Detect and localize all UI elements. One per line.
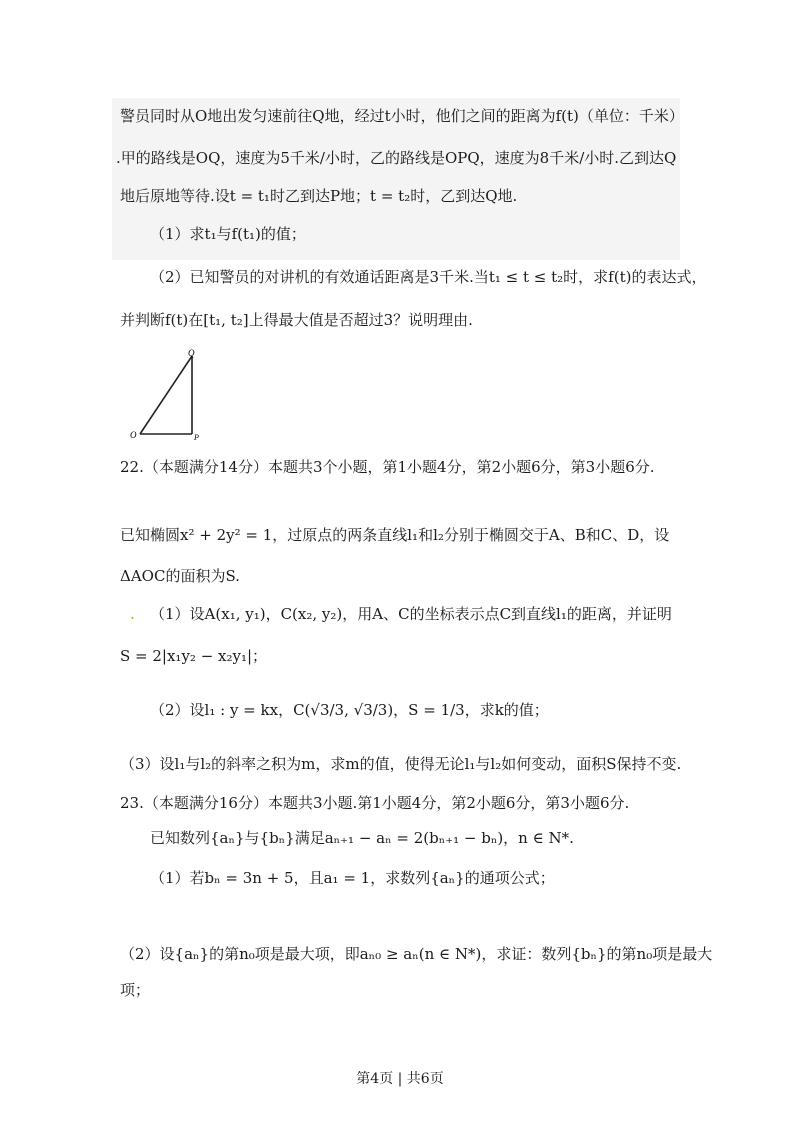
q21-part-1: （1）求t₁与f(t₁)的值； xyxy=(150,225,306,243)
q21-line-1: 警员同时从O地出发匀速前往Q地，经过t小时，他们之间的距离为f(t)（单位：千米） xyxy=(120,107,684,125)
q22-stem-1: 已知椭圆x² + 2y² = 1，过原点的两条直线l₁和l₂分别于椭圆交于A、B和C、D，设 xyxy=(120,526,670,544)
label-o: O xyxy=(130,430,137,440)
stray-dot-mark: . xyxy=(130,605,135,623)
q23-part-2b: 项； xyxy=(120,981,151,999)
q21-line-2: .甲的路线是OQ，速度为5千米/小时，乙的路线是OPQ，速度为8千米/小时.乙到达Q xyxy=(116,149,677,167)
q23-header: 23.（本题满分16分）本题共3小题.第1小题4分，第2小题6分，第3小题6分. xyxy=(120,794,630,812)
q23-stem: 已知数列{aₙ}与{bₙ}满足aₙ₊₁ − aₙ = 2(bₙ₊₁ − bₙ)，n ∈ N*. xyxy=(150,829,574,847)
q22-stem-2: ΔAOC的面积为S. xyxy=(120,567,240,585)
edge-oq xyxy=(140,356,192,434)
q23-part-1: （1）若bₙ = 3n + 5，且a₁ = 1，求数列{aₙ}的通项公式； xyxy=(150,869,555,887)
page-footer: 第4页 | 共6页 xyxy=(356,1071,444,1087)
label-p: P xyxy=(194,433,199,442)
q22-part-1b: S = 2|x₁y₂ − x₂y₁|； xyxy=(120,647,268,665)
q21-part-2a: （2）已知警员的对讲机的有效通话距离是3千米.当t₁ ≤ t ≤ t₂时，求f(t)的表达式， xyxy=(150,268,707,286)
q21-part-2b: 并判断f(t)在[t₁, t₂]上得最大值是否超过3？说明理由. xyxy=(120,311,473,329)
q21-line-3: 地后原地等待.设t = t₁时乙到达P地；t = t₂时，乙到达Q地. xyxy=(120,187,518,205)
q23-part-2a: （2）设{aₙ}的第n₀项是最大项，即aₙ₀ ≥ aₙ(n ∈ N*)，求证：数列{bₙ}的第n₀项是最大 xyxy=(120,945,713,963)
q21-figure-triangle xyxy=(128,348,218,448)
q22-part-2: （2）设l₁ : y = kx，C(√3/3, √3/3)，S = 1/3，求k的值； xyxy=(150,701,549,719)
q22-part-1a: （1）设A(x₁, y₁)，C(x₂, y₂)，用A、C的坐标表示点C到直线l₁的距离，并证明 xyxy=(150,605,672,623)
q22-part-3: （3）设l₁与l₂的斜率之积为m，求m的值，使得无论l₁与l₂如何变动，面积S保持不变. xyxy=(120,755,682,773)
label-q: Q xyxy=(188,348,195,358)
q22-header: 22.（本题满分14分）本题共3个小题，第1小题4分，第2小题6分，第3小题6分. xyxy=(120,458,655,476)
